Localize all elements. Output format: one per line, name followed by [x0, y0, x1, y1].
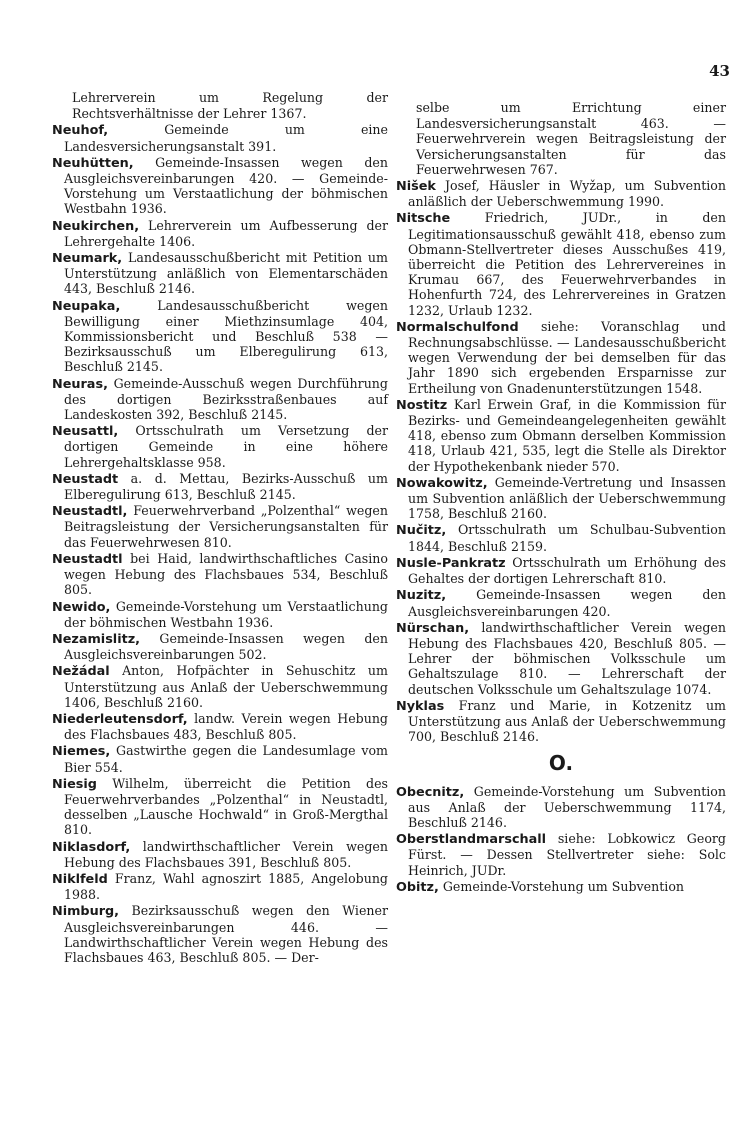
entry-text: Gemeinde-Vorstehung um Verstaatlichung der böhmischen Westbahn 1936. — [64, 598, 388, 630]
entry-text: landw. Verein wegen Hebung des Flachsbaues 483, Beschluß 805. — [64, 710, 388, 743]
entry-head: Nišek — [396, 179, 436, 195]
entry-head: Nežádal — [52, 664, 110, 680]
index-entry — [396, 879, 726, 895]
index-entry — [52, 471, 388, 502]
index-entry — [52, 839, 388, 870]
page-number: 43 — [709, 62, 730, 80]
entry-head: Nimburg, — [52, 904, 120, 920]
entry-text: Lehrerverein um Aufbesserung der Lehrergehalte 1406. — [64, 217, 388, 249]
entry-text: selbe um Errichtung einer Landesversicherungsanstalt 463. — Feuerwehrverein wegen Beitragsleistung der Versicherungsanstalten für das Feuerwehrwesen 767. — [416, 100, 726, 177]
entry-head: Niklasdorf, — [52, 839, 131, 855]
index-entry — [52, 631, 388, 662]
entry-head: Neuras, — [52, 376, 108, 392]
index-entry — [52, 250, 388, 297]
entry-text: Gemeinde-Insassen wegen den Ausgleichsvereinbarungen 420. — [408, 587, 726, 619]
entry-head: Nowakowitz, — [396, 475, 488, 491]
entry-text: Landesausschußbericht wegen Bewilligung einer Miethzinsumlage 404, Kommissionsbericht und Beschluß 538 — Bezirksausschuß um Elberegulirung 613, Beschluß 2145. — [64, 297, 388, 375]
index-entry — [396, 178, 726, 209]
index-entry — [396, 397, 726, 474]
index-entry — [52, 423, 388, 470]
index-entry — [396, 555, 726, 586]
entry-text: Gemeinde-Insassen wegen den Ausgleichsvereinbarungen 420. — Gemeinde-Vorstehung um Verstaatlichung der böhmischen Westbahn 1936. — [64, 154, 388, 217]
entry-head: Niemes, — [52, 744, 111, 760]
index-entry — [52, 122, 388, 153]
entry-head: Niesig — [52, 776, 97, 792]
index-entry — [52, 90, 388, 121]
entry-head: Newido, — [52, 599, 111, 615]
index-entry — [396, 587, 726, 618]
entry-text: Bezirksausschuß wegen den Wiener Ausgleichsvereinbarungen 446. — Landwirthschaftlicher Verein wegen Hebung des Flachsbaues 463, Beschluß 805. — Der- — [64, 903, 388, 965]
entry-text: Feuerwehrverband „Polzenthal“ wegen Beitragsleistung der Versicherungsanstalten für das Feuerwehrwesen 810. — [64, 503, 388, 550]
entry-text: landwirthschaftlicher Verein wegen Hebung des Flachsbaues 391, Beschluß 805. — [64, 838, 388, 870]
index-entry — [396, 831, 726, 878]
index-entry — [396, 698, 726, 745]
entry-text: siehe: Lobkowicz Georg Fürst. — Dessen Stellvertreter siehe: Solc Heinrich, JUDr. — [408, 831, 726, 878]
entry-head: Normalschulfond — [396, 319, 519, 335]
entry-head: Niederleutensdorf, — [52, 711, 188, 727]
index-entry — [52, 776, 388, 838]
entry-head: Obecnitz, — [396, 784, 465, 800]
entry-head: Neustadtl, — [52, 504, 128, 520]
entry-head: Nuzitz, — [396, 588, 447, 604]
entry-text: Josef, Häusler in Wyžap, um Subvention anläßlich der Ueberschwemmung 1990. — [408, 178, 726, 210]
index-entry — [52, 663, 388, 710]
index-entry — [396, 522, 726, 553]
entry-text: Landesausschußbericht mit Petition um Unterstützung anläßlich von Elementarschäden 443, Beschluß 2146. — [64, 250, 388, 297]
index-entry — [52, 743, 388, 774]
entry-text: Franz und Marie, in Kotzenitz um Unterstützung aus Anlaß der Ueberschwemmung 700, Beschluß 2146. — [408, 697, 726, 745]
entry-text: a. d. Mettau, Bezirks-Ausschuß um Elberegulirung 613, Beschluß 2145. — [64, 470, 388, 503]
index-entry — [396, 100, 726, 177]
entry-head: Neukirchen, — [52, 218, 140, 234]
entry-text: Ortsschulrath um Versetzung der dortigen Gemeinde in eine höhere Lehrergehaltsklasse 958. — [64, 423, 388, 470]
index-entry — [52, 376, 388, 423]
index-entry — [52, 218, 388, 249]
entry-head: Neustadt — [52, 471, 119, 487]
entry-head: Oberstlandmarschall — [396, 832, 547, 848]
index-entry — [396, 784, 726, 831]
entry-text: Gemeinde um eine Landesversicherungsanstalt 391. — [64, 122, 388, 154]
entry-head: Neusattl, — [52, 424, 119, 440]
entry-text: Gemeinde-Insassen wegen den Ausgleichsvereinbarungen 502. — [64, 630, 388, 663]
index-entry — [52, 551, 388, 598]
entry-text: siehe: Voranschlag und Rechnungsabschlüsse. — Landesausschußbericht wegen Verwendung der bei demselben für das Jahr 1890 sich ergebenden Ersparnisse zur Ertheilung von Gnadenunterstützungen 1548. — [408, 318, 726, 396]
entry-text: Ortsschulrath um Erhöhung des Gehaltes der dortigen Lehrerschaft 810. — [408, 554, 726, 587]
entry-head: Nostitz — [396, 397, 448, 413]
entry-head: Neustadtl — [52, 551, 123, 567]
entry-text: bei Haid, landwirthschaftliches Casino wegen Hebung des Flachsbaues 534, Beschluß 805. — [64, 550, 388, 598]
index-entry — [396, 319, 726, 396]
index-entry — [396, 475, 726, 522]
index-entry — [52, 599, 388, 630]
entry-text: Lehrerverein um Regelung der Rechtsverhältnisse der Lehrer 1367. — [72, 90, 388, 122]
entry-head: Nitsche — [396, 211, 451, 227]
entry-text: Anton, Hofpächter in Sehuschitz um Unterstützung aus Anlaß der Ueberschwemmung 1406, Beschluß 2160. — [64, 663, 388, 710]
entry-text: Gemeinde-Ausschuß wegen Durchführung des dortigen Bezirksstraßenbaues auf Landeskosten 392, Beschluß 2145. — [64, 375, 388, 423]
entry-head: Nusle-Pankratz — [396, 555, 506, 571]
section-heading: O. — [548, 751, 574, 776]
index-entry — [396, 620, 726, 697]
entry-text: Gemeinde-Vorstehung um Subvention — [442, 878, 685, 894]
entry-head: Nyklas — [396, 698, 445, 714]
entry-head: Neupaka, — [52, 298, 121, 314]
entry-head: Obitz, — [396, 879, 439, 895]
entry-text: Karl Erwein Graf, in die Kommission für Bezirks- und Gemeindeangelegenheiten gewählt 418, ebenso zum Obmann derselben Kommission 418, Urlaub 421, 535, legt die Stelle als Direktor der Hypothekenbank nieder 570. — [408, 396, 726, 474]
entry-head: Nürschan, — [396, 620, 470, 636]
left-column — [52, 90, 388, 966]
entry-text: Ortsschulrath um Schulbau-Subvention 1844, Beschluß 2159. — [408, 522, 726, 554]
entry-text: landwirthschaftlicher Verein wegen Hebung des Flachsbaues 420, Beschluß 805. — Lehrer der böhmischen Volksschule um Gehaltszulage 810. — Lehrerschaft der deutschen Volksschule um Gehaltszulage 1074. — [408, 619, 726, 697]
index-entry — [52, 298, 388, 375]
index-entry — [52, 871, 388, 902]
index-entry — [396, 210, 726, 317]
entry-head: Niklfeld — [52, 871, 108, 887]
entry-text: Gemeinde-Vertretung und Insassen um Subvention anläßlich der Ueberschwemmung 1758, Beschluß 2160. — [408, 474, 726, 522]
index-entry — [52, 711, 388, 742]
entry-head: Nučitz, — [396, 523, 447, 539]
entry-head: Neuhütten, — [52, 155, 134, 171]
entry-head: Nezamislitz, — [52, 631, 141, 647]
entry-head: Neumark, — [52, 251, 123, 267]
index-entry — [52, 155, 388, 217]
entry-text: Gemeinde-Vorstehung um Subvention aus Anlaß der Ueberschwemmung 1174, Beschluß 2146. — [408, 783, 726, 830]
right-column — [396, 100, 726, 896]
entry-text: Wilhelm, überreicht die Petition des Feuerwehrverbandes „Polzenthal“ in Neustadtl, desselben „Lausche Hochwald“ in Groß-Mergthal 810. — [64, 775, 388, 838]
entry-text: Friedrich, JUDr., in den Legitimationsausschuß gewählt 418, ebenso zum Obmann-Stellvertreter dieses Ausschußes 419, überreicht die Petition des Lehrervereines in Krumau 667, des Feuerwehrverbandes in Hohenfurth 724, des Lehrervereines in Gratzen 1232, Urlaub 1232. — [408, 210, 726, 318]
entry-head: Neuhof, — [52, 123, 109, 139]
index-entry — [52, 903, 388, 965]
index-entry — [52, 503, 388, 550]
entry-text: Gastwirthe gegen die Landesumlage vom Bier 554. — [64, 743, 388, 775]
entry-text: Franz, Wahl agnoszirt 1885, Angelobung 1988. — [64, 870, 388, 903]
